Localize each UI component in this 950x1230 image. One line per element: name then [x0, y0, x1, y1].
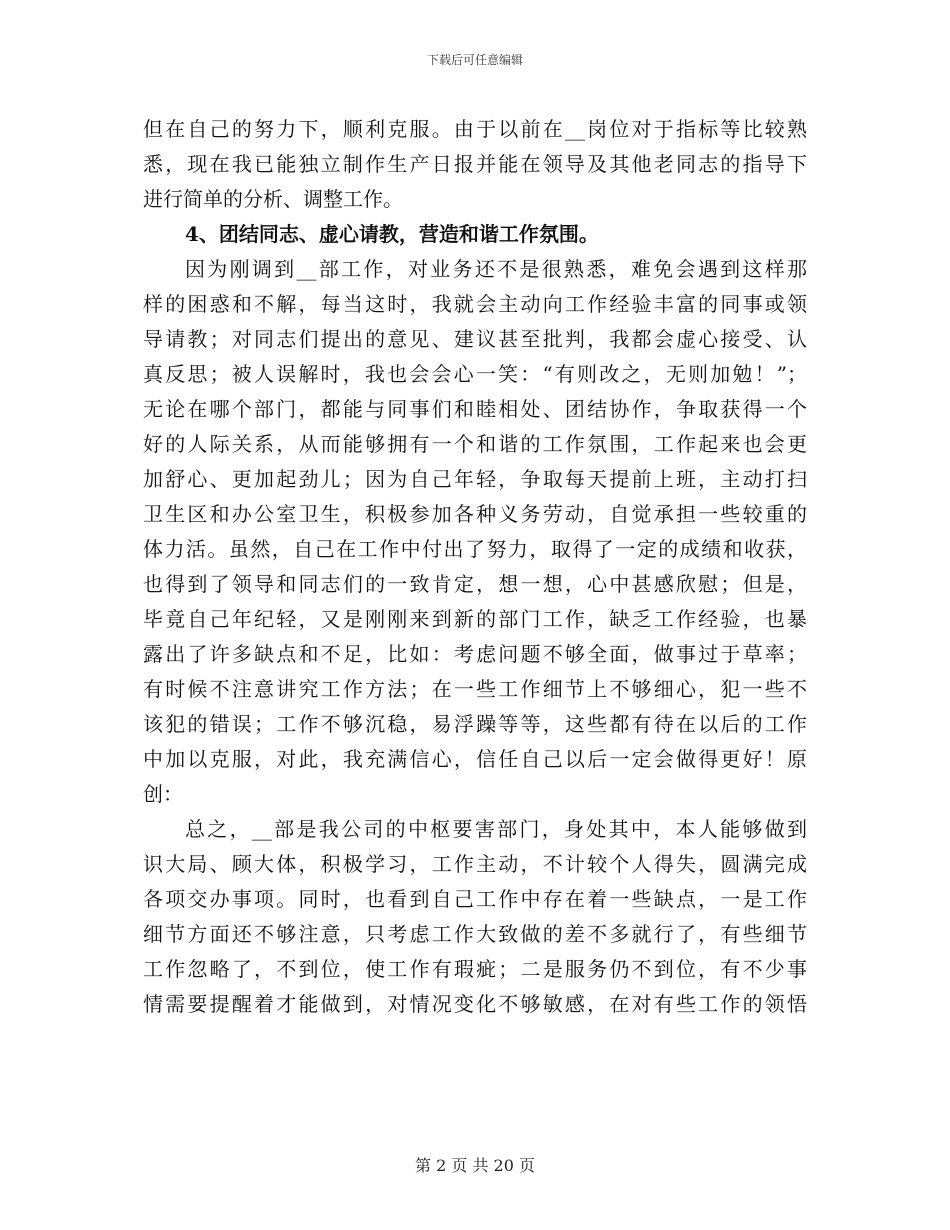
- paragraph-3: [143, 812, 807, 1022]
- text-line: 总之，__部是我公司的中枢要害部门，身处其中，本人能够做到: [185, 817, 807, 841]
- paragraph-2: [143, 252, 807, 812]
- text-line: 但在自己的努力下，顺利克服。由于以前在__岗位对于指标等比较熟: [143, 117, 807, 141]
- text-line: 细节方面还不够注意，只考虑工作大致做的差不多就行了，有些细节: [143, 922, 807, 946]
- text-line: 有时候不注意讲究工作方法；在一些工作细节上不够细心，犯一些不: [143, 677, 807, 701]
- text-line: 情需要提醒着才能做到，对情况变化不够敏感，在对有些工作的领悟: [143, 992, 807, 1016]
- text-line: 真反思；被人误解时，我也会会心一笑：“有则改之，无则加勉！”；: [143, 362, 807, 386]
- text-line: 露出了许多缺点和不足，比如：考虑问题不够全面，做事过于草率；: [143, 642, 807, 666]
- text-line: 该犯的错误；工作不够沉稳，易浮躁等等，这些都有待在以后的工作: [143, 712, 807, 736]
- document-body: [143, 112, 807, 1022]
- text-line: 因为刚调到__部工作，对业务还不是很熟悉，难免会遇到这样那: [185, 257, 807, 281]
- text-line: 无论在哪个部门，都能与同事们和睦相处、团结协作，争取获得一个: [143, 397, 807, 421]
- text-line: 创：: [143, 782, 183, 806]
- text-line: 识大局、顾大体，积极学习，工作主动，不计较个人得失，圆满完成: [143, 852, 807, 876]
- text-line: 样的困惑和不解，每当这时，我就会主动向工作经验丰富的同事或领: [143, 292, 807, 316]
- text-line: 各项交办事项。同时，也看到自己工作中存在着一些缺点，一是工作: [143, 887, 807, 911]
- page-header-note: 下载后可任意编辑: [426, 53, 523, 67]
- text-line: 进行简单的分析、调整工作。: [143, 187, 403, 211]
- paragraph-1: [143, 112, 807, 217]
- text-line: 工作忽略了，不到位，使工作有瑕疵；二是服务仍不到位，有不少事: [143, 957, 807, 981]
- text-line: 体力活。虽然，自己在工作中付出了努力，取得了一定的成绩和收获，: [143, 537, 807, 561]
- text-line: 悉，现在我已能独立制作生产日报并能在领导及其他老同志的指导下: [143, 152, 807, 176]
- text-line: 卫生区和办公室卫生，积极参加各种义务劳动，自觉承担一些较重的: [143, 502, 807, 526]
- page-number: 第 2 页 共 20 页: [415, 1156, 535, 1175]
- text-line: 导请教；对同志们提出的意见、建议甚至批判，我都会虚心接受、认: [143, 327, 807, 351]
- text-line: 中加以克服，对此，我充满信心，信任自己以后一定会做得更好！原: [143, 747, 807, 771]
- text-line: 毕竟自己年纪轻，又是刚刚来到新的部门工作，缺乏工作经验，也暴: [143, 607, 807, 631]
- text-line: 加舒心、更加起劲儿；因为自己年轻，争取每天提前上班，主动打扫: [143, 467, 807, 491]
- section-heading-4: 4、团结同志、虚心请教，营造和谐工作氛围。: [185, 222, 599, 246]
- text-line: 也得到了领导和同志们的一致肯定，想一想，心中甚感欣慰；但是，: [143, 572, 807, 596]
- text-line: 好的人际关系，从而能够拥有一个和谐的工作氛围，工作起来也会更: [143, 432, 807, 456]
